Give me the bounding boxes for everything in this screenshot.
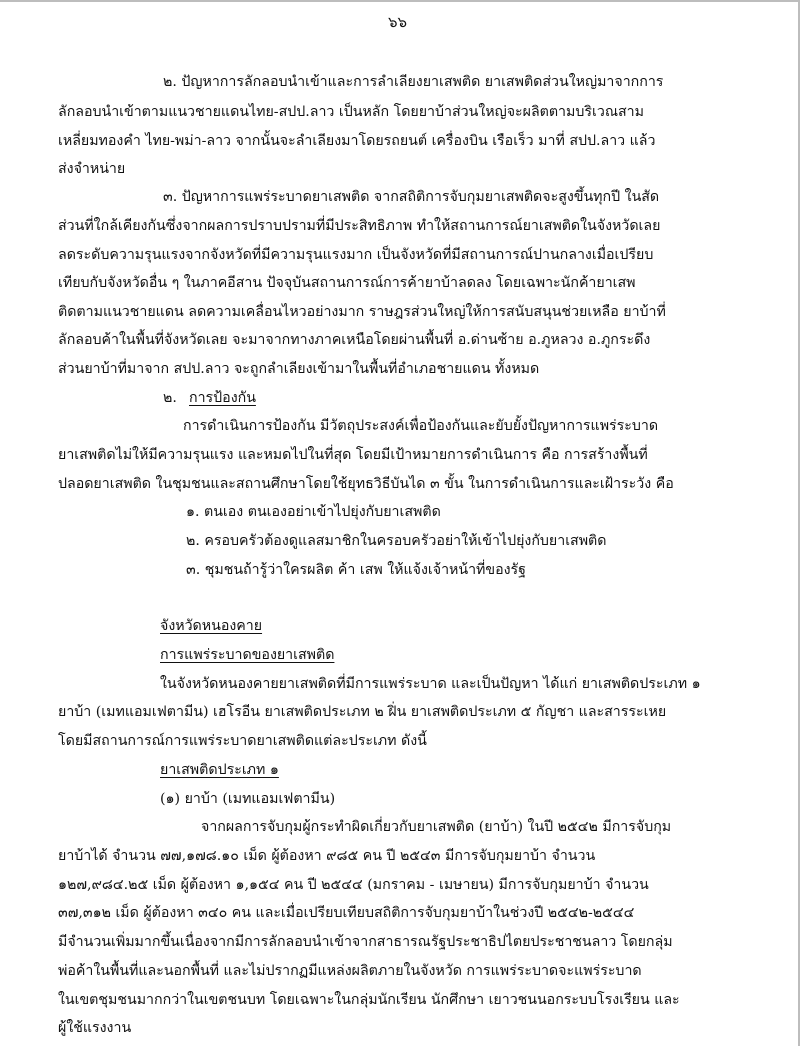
problem-2-line-3: เหลี่ยมทองคำ ไทย-พม่า-ลาว จากนั้นจะลำเลียงมาโดยรถยนต์ เครื่องบิน เรือเร็ว มาที่ สปป.ลาว แล้ว [58, 133, 656, 149]
problem-3-line-5: ติดตามแนวชายแดน ลดความเคลื่อนไหวอย่างมาก ราษฎรส่วนใหญ่ให้การสนับสนุนช่วยเหลือ ยาบ้าที่ [58, 304, 666, 320]
category-heading: ยาเสพติดประเภท ๑ [160, 762, 279, 778]
item-title: (๑) ยาบ้า (เมทแอมเฟตามีน) [160, 791, 336, 807]
spread-heading: การแพร่ระบาดของยาเสพติด [160, 647, 335, 663]
problem-3-line-4: เทียบกับจังหวัดอื่น ๆ ในภาคอีสาน ปัจจุบันสถานการณ์การค้ายาบ้าลดลง โดยเฉพาะนักค้ายาเสพ [58, 275, 636, 291]
problem-3-line-6: ลักลอบค้าในพื้นที่จังหวัดเลย จะมาจากทางภาคเหนือโดยผ่านพื้นที่ อ.ด่านซ้าย อ.ภูหลวง อ.ภูกระดึง [58, 332, 651, 348]
detail-line-3: ๑๒๗,๙๘๔.๒๕ เม็ด ผู้ต้องหา ๑,๑๕๔ คน ปี ๒๕๔๔ (มกราคม - เมษายน) มีการจับกุมยาบ้า จำนวน [58, 877, 649, 893]
intro-line-2: ยาบ้า (เมทแอมเฟตามีน) เฮโรอีน ยาเสพติดประเภท ๒ ฝิ่น ยาเสพติดประเภท ๕ กัญชา และสารระเหย [58, 704, 667, 720]
prevention-step-3: ๓. ชุมชนถ้ารู้ว่าใครผลิต ค้า เสพ ให้แจ้งเจ้าหน้าที่ของรัฐ [186, 562, 527, 578]
province-heading: จังหวัดหนองคาย [160, 618, 263, 634]
prevention-heading: การป้องกัน [189, 390, 256, 406]
problem-2-line-4: ส่งจำหน่าย [58, 161, 126, 177]
detail-line-2: ยาบ้าได้ จำนวน ๗๗,๑๗๘.๑๐ เม็ด ผู้ต้องหา ๙๘๕ คน ปี ๒๕๔๓ มีการจับกุมยาบ้า จำนวน [58, 848, 596, 864]
problem-3-line-7: ส่วนยาบ้าที่มาจาก สปป.ลาว จะถูกลำเลียงเข้ามาในพื้นที่อำเภอชายแดน ทั้งหมด [58, 361, 540, 377]
problem-3-line-1: ๓. ปัญหาการแพร่ระบาดยาเสพติด จากสถิติการจับกุมยาเสพติดจะสูงขึ้นทุกปี ในสัด [163, 189, 660, 205]
prevention-line-1: การดำเนินการป้องกัน มีวัตถุประสงค์เพื่อป้องกันและยับยั้งปัญหาการแพร่ระบาด [183, 418, 659, 434]
problem-3-line-2: ส่วนที่ใกล้เคียงกันซึ่งจากผลการปราบปรามที่มีประสิทธิภาพ ทำให้สถานการณ์ยาเสพติดในจังหวัดเลย [58, 218, 661, 234]
problem-2-line-1: ๒. ปัญหาการลักลอบนำเข้าและการลำเลียงยาเสพติด ยาเสพติดส่วนใหญ่มาจากการ [163, 74, 664, 90]
intro-line-3: โดยมีสถานการณ์การแพร่ระบาดยาเสพติดแต่ละประเภท ดังนี้ [58, 733, 427, 749]
detail-line-4: ๓๗,๓๑๒ เม็ด ผู้ต้องหา ๓๔๐ คน และเมื่อเปรียบเทียบสถิติการจับกุมยาบ้าในช่วงปี ๒๕๔๒-๒๕๔๔ [58, 905, 635, 921]
detail-line-5: มีจำนวนเพิ่มมากขึ้นเนื่องจากมีการลักลอบนำเข้าจากสาธารณรัฐประชาธิปไตยประชาชนลาว โดยกลุ่ม [58, 934, 673, 950]
intro-line-1: ในจังหวัดหนองคายยาเสพติดที่มีการแพร่ระบาด และเป็นปัญหา ได้แก่ ยาเสพติดประเภท ๑ [160, 676, 701, 692]
detail-line-1: จากผลการจับกุมผู้กระทำผิดเกี่ยวกับยาเสพติด (ยาบ้า) ในปี ๒๕๔๒ มีการจับกุม [201, 819, 672, 835]
page-number: ๖๖ [388, 13, 408, 31]
prevention-number: ๒. [163, 390, 177, 406]
detail-line-8: ผู้ใช้แรงงาน [58, 1020, 132, 1036]
prevention-step-1: ๑. ตนเอง ตนเองอย่าเข้าไปยุ่งกับยาเสพติด [186, 504, 441, 520]
detail-line-6: พ่อค้าในพื้นที่และนอกพื้นที่ และไม่ปรากฏมีแหล่งผลิตภายในจังหวัด การแพร่ระบาดจะแพร่ระบาด [58, 963, 642, 979]
problem-3-line-3: ลดระดับความรุนแรงจากจังหวัดที่มีความรุนแรงมาก เป็นจังหวัดที่มีสถานการณ์ปานกลางเมื่อเปรียบ [58, 247, 654, 263]
prevention-line-2: ยาเสพติดไม่ให้มีความรุนแรง และหมดไปในที่สุด โดยมีเป้าหมายการดำเนินการ คือ การสร้างพื้นที่ [58, 447, 648, 463]
detail-line-7: ในเขตชุมชนมากกว่าในเขตชนบท โดยเฉพาะในกลุ่มนักเรียน นักศึกษา เยาวชนนอกระบบโรงเรียน และ [58, 992, 680, 1008]
problem-2-line-2: ลักลอบนำเข้าตามแนวชายแดนไทย-สปป.ลาว เป็นหลัก โดยยาบ้าส่วนใหญ่จะผลิตตามบริเวณสาม [58, 104, 644, 120]
prevention-step-2: ๒. ครอบครัวต้องดูแลสมาชิกในครอบครัวอย่าให้เข้าไปยุ่งกับยาเสพติด [186, 533, 607, 549]
prevention-line-3: ปลอดยาเสพติด ในชุมชนและสถานศึกษาโดยใช้ยุทธวิธีบันได ๓ ขั้น ในการดำเนินการและเฝ้าระวัง คือ [58, 476, 674, 492]
